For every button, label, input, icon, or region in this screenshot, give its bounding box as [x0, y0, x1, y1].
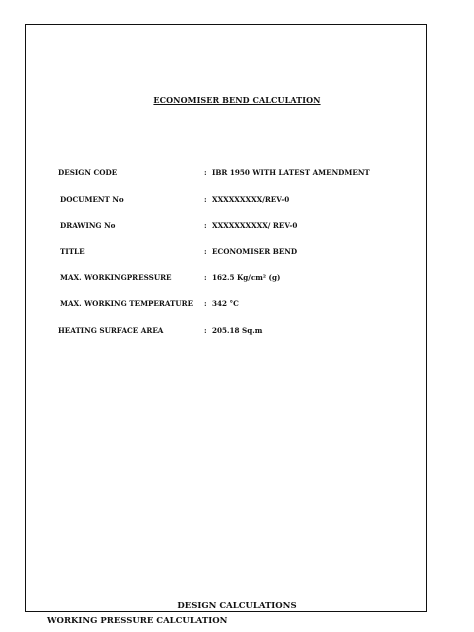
- field-label: MAX. WORKING TEMPERATURE: [60, 299, 194, 308]
- field-value: : IBR 1950 WITH LATEST AMENDMENT: [204, 168, 370, 177]
- field-value: : XXXXXXXXX/REV-0: [204, 195, 290, 204]
- field-label: DRAWING No: [60, 221, 116, 230]
- field-value: : XXXXXXXXXX/ REV-0: [204, 221, 298, 230]
- field-value: : 162.5 Kg/cm² (g): [204, 273, 281, 282]
- page-border: [25, 24, 427, 612]
- field-value: : 205.18 Sq.m: [204, 326, 263, 335]
- field-label: MAX. WORKINGPRESSURE: [60, 273, 172, 282]
- field-row-max-working-pressure: [0, 273, 474, 285]
- field-row-title: [0, 247, 474, 259]
- field-label: TITLE: [60, 247, 85, 256]
- working-pressure-calculation-heading: WORKING PRESSURE CALCULATION: [47, 616, 228, 626]
- field-row-max-working-temperature: [0, 299, 474, 311]
- field-label: DESIGN CODE: [58, 168, 118, 177]
- field-label: HEATING SURFACE AREA: [58, 326, 164, 335]
- field-row-document-no: [0, 195, 474, 207]
- document-title: ECONOMISER BEND CALCULATION: [153, 95, 321, 105]
- field-label: DOCUMENT No: [60, 195, 124, 204]
- field-row-heating-surface-area: [0, 326, 474, 338]
- field-row-drawing-no: [0, 221, 474, 233]
- field-value: : 342 °C: [204, 299, 239, 308]
- field-value: : ECONOMISER BEND: [204, 247, 298, 256]
- design-calculations-heading: DESIGN CALCULATIONS: [177, 601, 297, 611]
- field-row-design-code: [0, 168, 474, 180]
